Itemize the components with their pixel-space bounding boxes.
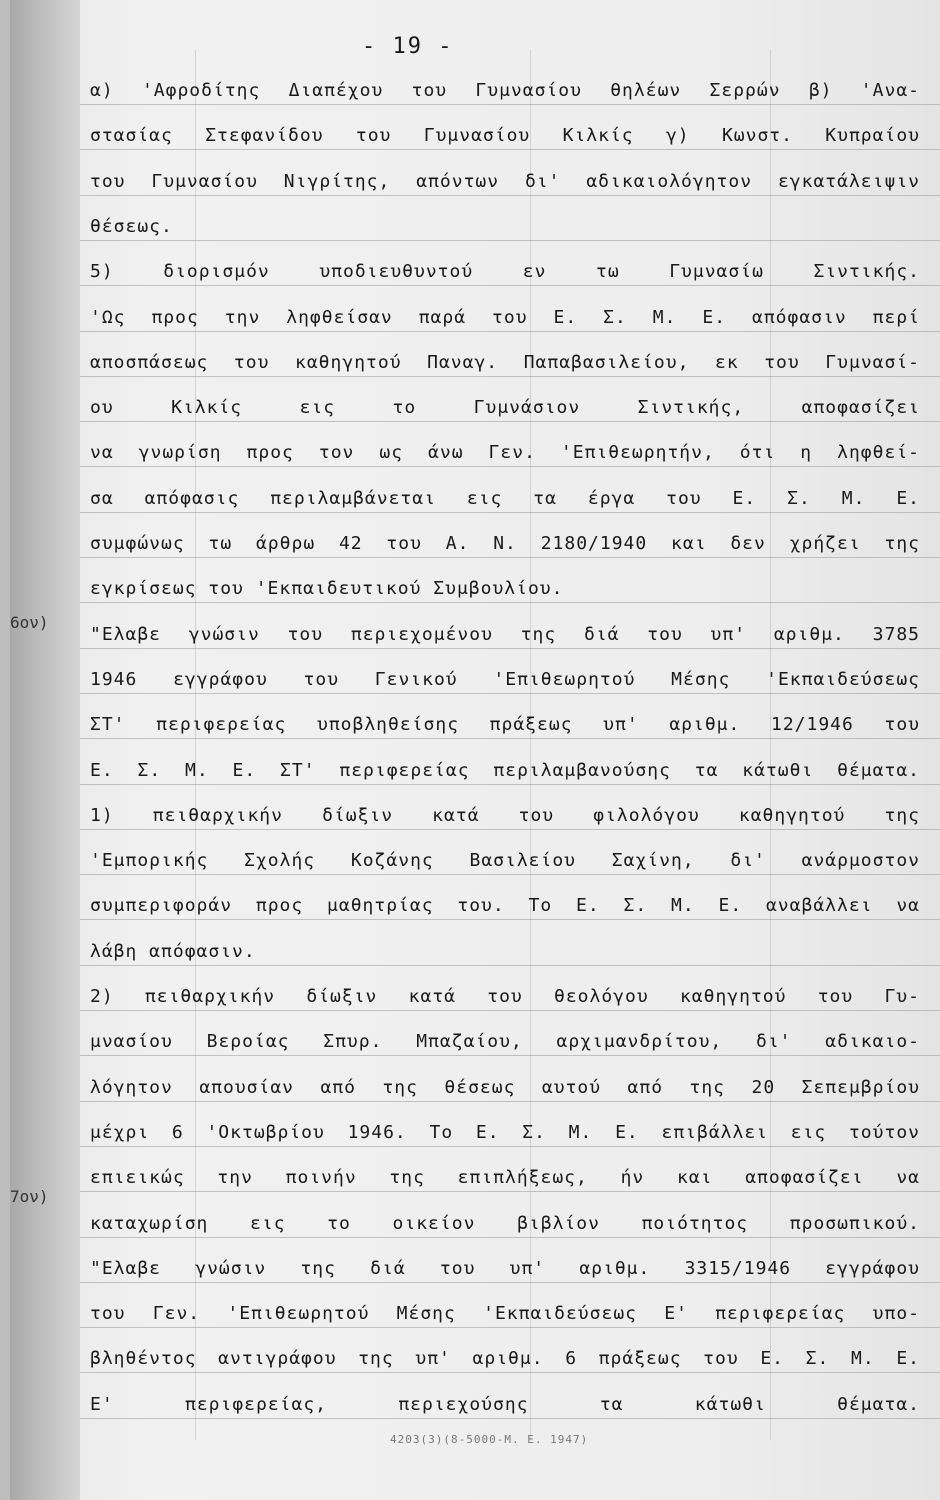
text-line: α) 'Αφροδίτης Διαπέχου του Γυμνασίου θηλέων Σερρών β) 'Ανα- [90, 80, 920, 101]
text-line: μνασίου Βεροίας Σπυρ. Μπαζαίου, αρχιμανδρίτου, δι' αδικαιο- [90, 1031, 920, 1053]
text-line: 'Ως προς την ληφθείσαν παρά του Ε. Σ. Μ. Ε. απόφασιν περί [90, 306, 920, 328]
text-line: συμφώνως τω άρθρω 42 του Α. Ν. 2180/1940 και δεν χρήζει της [90, 533, 920, 554]
ruled-line [80, 693, 940, 694]
text-line: λόγητον απουσίαν από της θέσεως αυτού από της 20 Σεπεμβρίου [90, 1076, 920, 1098]
text-line: 'Εμπορικής Σχολής Κοζάνης Βασιλείου Σαχίνη, δι' ανάρμοστον [90, 850, 920, 872]
margin-note: 6ον) [10, 613, 49, 632]
ruled-line [80, 331, 940, 332]
ruled-line [80, 738, 940, 739]
text-line: "Ελαβε γνώσιν της διά του υπ' αριθμ. 3315/1946 εγγράφου [90, 1257, 920, 1279]
text-line: 2) πειθαρχικήν δίωξιν κατά του θεολόγου καθηγητού του Γυ- [90, 986, 920, 1007]
text-line: 5) διορισμόν υποδιευθυντού εν τω Γυμνασίω Σιντικής. [90, 261, 920, 283]
ruled-line [80, 195, 940, 196]
margin-note: 7ον) [10, 1187, 49, 1206]
text-line: θέσεως. [90, 215, 173, 237]
text-line: Ε. Σ. Μ. Ε. ΣΤ' περιφερείας περιλαμβανούσης τα κάτωθι θέματα. [90, 759, 920, 781]
text-line: 1946 εγγράφου του Γενικού 'Επιθεωρητού Μέσης 'Εκπαιδεύσεως [90, 668, 920, 690]
text-line: συμπεριφοράν προς μαθητρίας του. Το Ε. Σ. Μ. Ε. αναβάλλει να [90, 895, 920, 917]
ruled-line [80, 874, 940, 875]
text-line: καταχωρίση εις το οικείον βιβλίον ποιότητος προσωπικού. [90, 1212, 920, 1234]
ruled-line [80, 285, 940, 286]
ruled-line [80, 1418, 940, 1419]
page-number: - 19 - [362, 34, 454, 59]
ruled-line [80, 104, 940, 105]
document-page [10, 0, 940, 1500]
text-line: να γνωρίση προς τον ως άνω Γεν. 'Επιθεωρητήν, ότι η ληφθεί- [90, 442, 920, 464]
ruled-line [80, 1327, 940, 1328]
ruled-line [80, 1282, 940, 1283]
text-line: Ε' περιφερείας, περιεχούσης τα κάτωθι θέματα. [90, 1393, 920, 1415]
ruled-line [80, 602, 940, 603]
ruled-line [80, 919, 940, 920]
ruled-line [80, 1237, 940, 1238]
ruled-line [80, 648, 940, 649]
ruled-line [80, 149, 940, 150]
ruled-line [80, 512, 940, 513]
ruled-line [80, 1010, 940, 1011]
text-line: βληθέντος αντιγράφου της υπ' αριθμ. 6 πράξεως του Ε. Σ. Μ. Ε. [90, 1348, 920, 1370]
text-line: ΣΤ' περιφερείας υποβληθείσης πράξεως υπ' αριθμ. 12/1946 του [90, 714, 920, 736]
ruled-line [80, 784, 940, 785]
ruled-line [80, 240, 940, 241]
ruled-line [80, 965, 940, 966]
text-line: αποσπάσεως του καθηγητού Παναγ. Παπαβασιλείου, εκ του Γυμνασί- [90, 351, 920, 373]
printer-footer: 4203(3)(8-5000-Μ. Ε. 1947) [390, 1433, 589, 1446]
text-line: επιεικώς την ποινήν της επιπλήξεως, ήν και αποφασίζει να [90, 1167, 920, 1189]
ruled-line [80, 1191, 940, 1192]
ruled-line [80, 466, 940, 467]
text-line: του Γυμνασίου Νιγρίτης, απόντων δι' αδικαιολόγητον εγκατάλειψιν [90, 170, 920, 192]
ruled-line [80, 829, 940, 830]
text-line: στασίας Στεφανίδου του Γυμνασίου Κιλκίς γ) Κωνστ. Κυπραίου [90, 125, 920, 147]
ruled-line [80, 1372, 940, 1373]
ruled-line [80, 1101, 940, 1102]
ruled-line [80, 557, 940, 558]
binding-shadow [10, 0, 80, 1500]
ruled-line [80, 1146, 940, 1147]
text-line: μέχρι 6 'Οκτωβρίου 1946. Το Ε. Σ. Μ. Ε. επιβάλλει εις τούτον [90, 1121, 920, 1143]
ruled-line [80, 1055, 940, 1056]
ruled-line [80, 376, 940, 377]
text-line: εγκρίσεως του 'Εκπαιδευτικού Συμβουλίου. [90, 578, 564, 600]
text-line: 1) πειθαρχικήν δίωξιν κατά του φιλολόγου καθηγητού της [90, 804, 920, 826]
text-line: ου Κιλκίς εις το Γυμνάσιον Σιντικής, αποφασίζει [90, 397, 920, 419]
ruled-line [80, 421, 940, 422]
text-line: του Γεν. 'Επιθεωρητού Μέσης 'Εκπαιδεύσεως Ε' περιφερείας υπο- [90, 1303, 920, 1325]
text-line: σα απόφασις περιλαμβάνεται εις τα έργα του Ε. Σ. Μ. Ε. [90, 487, 920, 509]
text-line: "Ελαβε γνώσιν του περιεχομένου της διά του υπ' αριθμ. 3785 [90, 623, 920, 645]
text-line: λάβη απόφασιν. [90, 940, 256, 962]
